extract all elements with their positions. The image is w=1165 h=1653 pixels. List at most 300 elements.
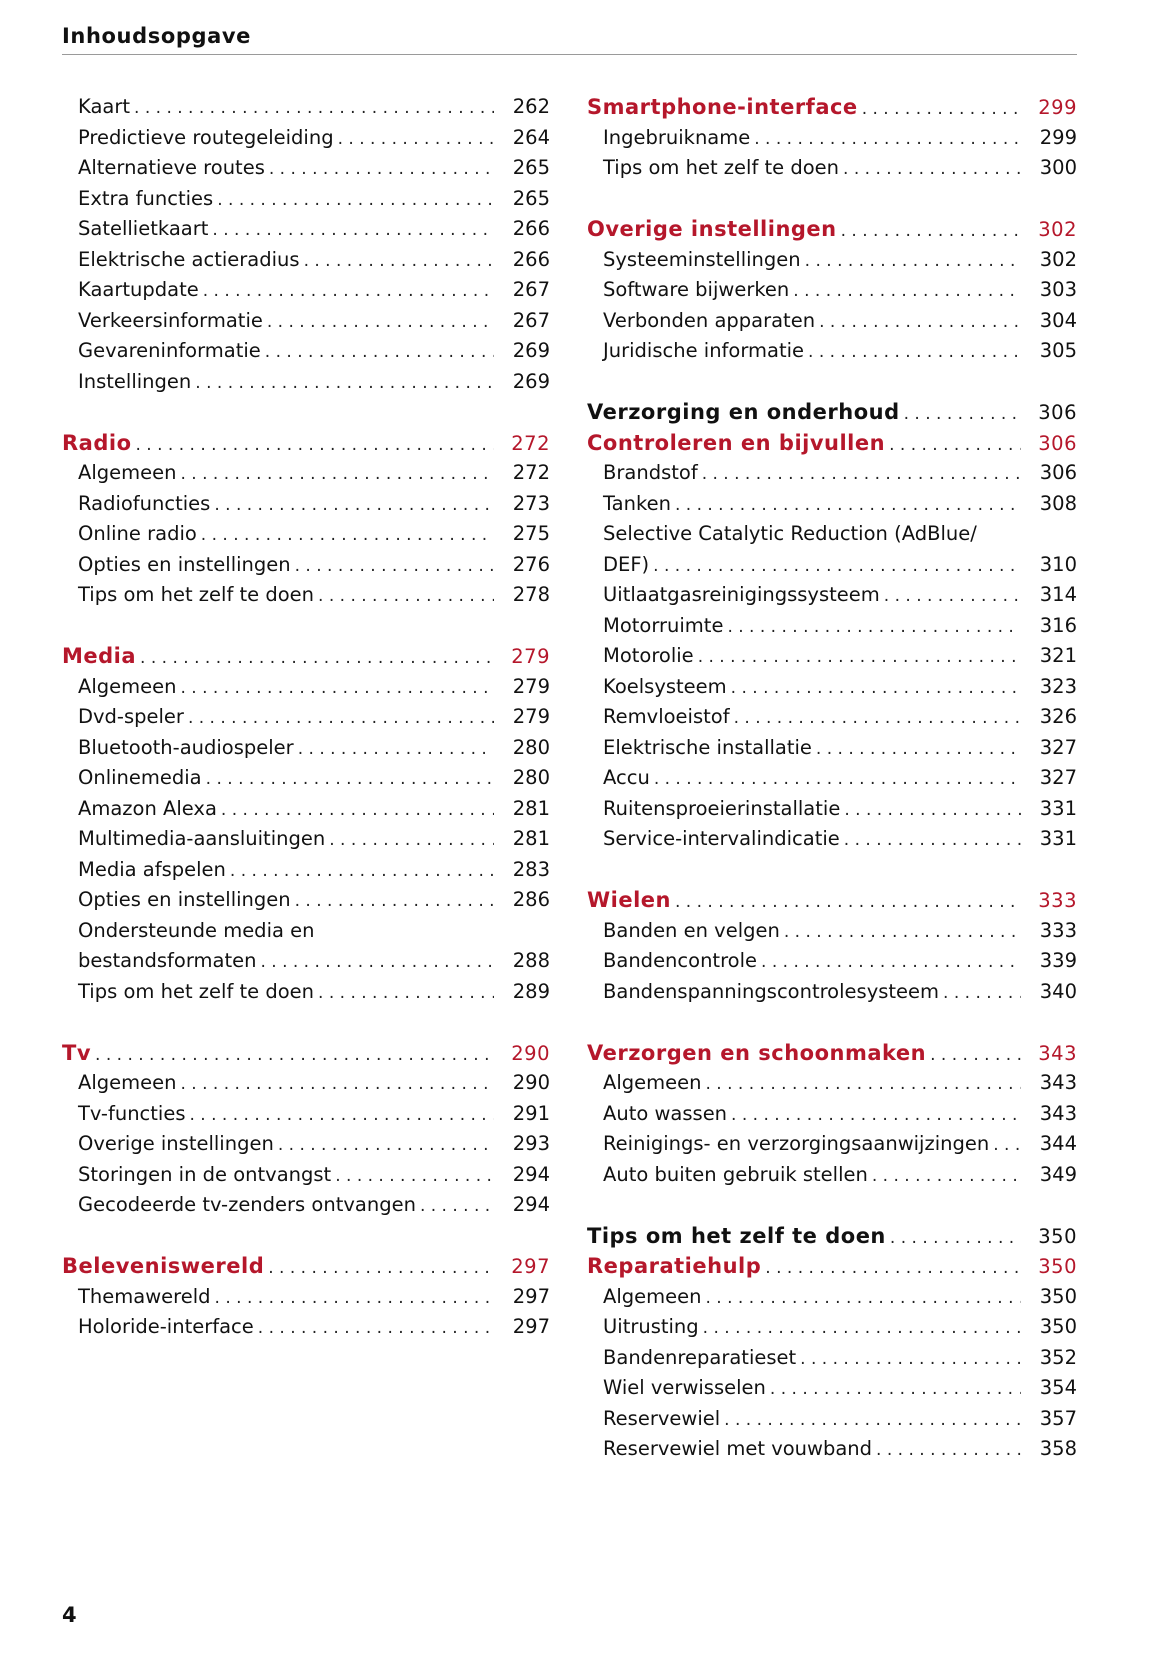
- toc-page-number: 269: [512, 369, 550, 393]
- toc-section[interactable]: [587, 92, 1077, 123]
- toc-page-number: 306: [1038, 401, 1077, 424]
- toc-entry[interactable]: [587, 1282, 1077, 1313]
- toc-entry-label: Tips om het zelf te doen: [78, 979, 315, 1003]
- toc-entry-label: Ruitensproeierinstallatie: [603, 796, 841, 820]
- toc-leader-dots: [268, 1253, 494, 1284]
- toc-entry[interactable]: [587, 1129, 1077, 1160]
- toc-entry[interactable]: [62, 214, 550, 245]
- toc-page-number: 272: [511, 431, 550, 455]
- toc-leader-dots: [765, 1253, 1021, 1284]
- toc-entry-label: Media afspelen: [78, 857, 226, 881]
- toc-page-number: 297: [511, 1255, 550, 1278]
- toc-leader-dots: [278, 1130, 494, 1161]
- toc-entry[interactable]: [62, 245, 550, 276]
- toc-leader-dots: [731, 673, 1021, 704]
- toc-entry-label: Selective Catalytic Reduction (AdBlue/: [603, 522, 977, 545]
- toc-entry-label: Overige instellingen: [587, 217, 837, 241]
- toc-entry-label: Controleren en bijvullen: [587, 430, 886, 455]
- toc-spacer: [62, 1007, 550, 1038]
- toc-page-number: 357: [1039, 1406, 1077, 1430]
- toc-spacer: [587, 855, 1077, 886]
- toc-page-number: 262: [512, 95, 550, 118]
- toc-section[interactable]: [62, 428, 550, 459]
- toc-spacer: [62, 397, 550, 428]
- toc-leader-dots: [190, 1100, 495, 1131]
- toc-leader-dots: [420, 1191, 494, 1222]
- toc-section[interactable]: [587, 428, 1077, 459]
- toc-page-number: 299: [1039, 125, 1077, 149]
- toc-chapter[interactable]: [587, 1221, 1077, 1252]
- toc-entry-label: Ondersteunde media en: [78, 918, 315, 942]
- toc-page-number: 302: [1038, 218, 1077, 241]
- toc-section[interactable]: [587, 214, 1077, 245]
- toc-page-number: 321: [1039, 644, 1077, 667]
- toc-entry-label: Algemeen: [78, 1071, 177, 1094]
- toc-entry[interactable]: [587, 977, 1077, 1008]
- toc-entry[interactable]: [587, 1160, 1077, 1191]
- toc-entry-label: Bandenspanningscontrolesysteem: [603, 979, 940, 1003]
- toc-entry-label: Verkeersinformatie: [78, 308, 263, 332]
- toc-entry-label: Extra functies: [78, 186, 214, 210]
- toc-entry-label: Satellietkaart: [78, 217, 209, 240]
- toc-leader-dots: [134, 93, 494, 124]
- toc-entry[interactable]: [587, 916, 1077, 947]
- toc-entry-label: Dvd-speler: [78, 705, 184, 728]
- toc-entry-label: Overige instellingen: [78, 1132, 274, 1155]
- toc-entry[interactable]: [587, 153, 1077, 184]
- toc-page-number: 280: [512, 766, 550, 789]
- toc-section[interactable]: [587, 1038, 1077, 1069]
- toc-entry-label: Wielen: [587, 888, 671, 912]
- toc-entry-label: Service-intervalindicatie: [603, 827, 840, 850]
- toc-page-number: 290: [512, 1071, 550, 1094]
- toc-entry-label: Predictieve routegeleiding: [78, 125, 334, 149]
- toc-page-number: 281: [512, 796, 550, 820]
- toc-leader-dots: [770, 1374, 1021, 1405]
- toc-entry-label: Accu: [603, 766, 650, 789]
- toc-page-number: 302: [1039, 247, 1077, 271]
- toc-leader-dots: [705, 1069, 1021, 1100]
- toc-page-number: 279: [511, 645, 550, 668]
- toc-entry-label: Themawereld: [78, 1284, 211, 1308]
- toc-leader-dots: [203, 276, 494, 307]
- toc-entry[interactable]: [587, 733, 1077, 764]
- toc-leader-dots: [217, 185, 494, 216]
- toc-section[interactable]: [587, 1251, 1077, 1282]
- toc-entry[interactable]: [587, 763, 1077, 794]
- toc-page-number: 303: [1039, 278, 1077, 301]
- toc-entry[interactable]: [587, 123, 1077, 154]
- toc-entry-label: Amazon Alexa: [78, 796, 217, 820]
- toc-entry[interactable]: [587, 458, 1077, 489]
- toc-leader-dots: [267, 307, 494, 338]
- toc-section[interactable]: [62, 641, 550, 672]
- toc-left-column: [62, 92, 550, 1343]
- toc-entry[interactable]: [62, 1068, 550, 1099]
- toc-spacer: [587, 184, 1077, 215]
- toc-entry[interactable]: [62, 275, 550, 306]
- toc-entry[interactable]: [62, 1099, 550, 1130]
- toc-entry-label: Tips om het zelf te doen: [603, 156, 840, 179]
- toc-page-number: 352: [1039, 1345, 1077, 1369]
- toc-page-number: 333: [1038, 889, 1077, 912]
- toc-spacer: [62, 611, 550, 642]
- toc-leader-dots: [188, 703, 494, 734]
- toc-leader-dots: [338, 124, 494, 155]
- toc-leader-dots: [195, 368, 494, 399]
- toc-entry-label: Auto buiten gebruik stellen: [603, 1162, 868, 1186]
- toc-page-number: 290: [511, 1041, 550, 1065]
- toc-entry[interactable]: [62, 885, 550, 916]
- toc-leader-dots: [230, 856, 494, 887]
- toc-page-number: 289: [512, 979, 550, 1003]
- toc-entry[interactable]: [62, 794, 550, 825]
- toc-page-number: 291: [512, 1101, 550, 1125]
- toc-page-number: 350: [1038, 1255, 1077, 1278]
- toc-page-number: 350: [1038, 1224, 1077, 1248]
- toc-entry[interactable]: [587, 1373, 1077, 1404]
- toc-page-number: 343: [1039, 1071, 1077, 1094]
- toc-page-number: 280: [512, 735, 550, 759]
- toc-leader-dots: [258, 1313, 494, 1344]
- toc-entry[interactable]: [62, 123, 550, 154]
- toc-page-number: 273: [512, 491, 550, 515]
- toc-entry-label: Reparatiehulp: [587, 1254, 762, 1278]
- toc-page-number: 340: [1039, 979, 1077, 1003]
- toc-entry-label: Bandenreparatieset: [603, 1345, 797, 1369]
- toc-leader-dots: [841, 216, 1021, 247]
- toc-entry-label: Multimedia-aansluitingen: [78, 827, 326, 850]
- toc-leader-dots: [724, 1405, 1021, 1436]
- toc-page-number: 276: [512, 552, 550, 576]
- toc-entry-label: Holoride-interface: [78, 1315, 254, 1338]
- toc-page-number: 279: [512, 674, 550, 698]
- toc-entry[interactable]: [587, 245, 1077, 276]
- toc-page-number: 267: [512, 278, 550, 301]
- toc-entry-label: Reinigings- en verzorgingsaanwijzingen: [603, 1132, 990, 1155]
- toc-leader-dots: [793, 276, 1021, 307]
- toc-leader-dots: [295, 886, 494, 917]
- toc-entry-label: Koelsysteem: [603, 674, 727, 698]
- toc-page-number: 294: [512, 1162, 550, 1186]
- toc-leader-dots: [180, 1069, 494, 1100]
- toc-entry-label: Auto wassen: [603, 1101, 728, 1125]
- toc-page-number: 275: [512, 522, 550, 545]
- toc-leader-dots: [843, 154, 1021, 185]
- toc-entry-label: Alternatieve routes: [78, 156, 265, 179]
- toc-entry[interactable]: [62, 916, 550, 947]
- toc-entry[interactable]: [62, 1190, 550, 1221]
- toc-entry[interactable]: [62, 92, 550, 123]
- toc-entry-label: Motorruimte: [603, 613, 724, 637]
- toc-leader-dots: [993, 1130, 1021, 1161]
- toc-page-number: 306: [1038, 431, 1077, 455]
- toc-leader-dots: [295, 551, 494, 582]
- toc-entry[interactable]: [587, 611, 1077, 642]
- toc-entry-label: Tips om het zelf te doen: [78, 583, 315, 606]
- page-header: [62, 24, 1077, 55]
- toc-spacer: [587, 367, 1077, 398]
- toc-entry[interactable]: [587, 794, 1077, 825]
- toc-page-number: 293: [512, 1132, 550, 1155]
- toc-entry-label: Onlinemedia: [78, 766, 202, 789]
- toc-entry-label: Motorolie: [603, 644, 694, 667]
- toc-page-number: 310: [1039, 552, 1077, 576]
- toc-page-number: 350: [1039, 1284, 1077, 1308]
- toc-entry-label: Opties en instellingen: [78, 888, 291, 911]
- toc-leader-dots: [180, 459, 494, 490]
- toc-entry[interactable]: [587, 824, 1077, 855]
- toc-page-number: 354: [1039, 1376, 1077, 1399]
- toc-entry-label: Media: [62, 644, 137, 668]
- toc-page-number: 297: [512, 1284, 550, 1308]
- toc-entry-label: Reservewiel met vouwband: [603, 1437, 873, 1460]
- toc-entry-label: Kaartupdate: [78, 278, 199, 301]
- toc-entry-label: Reservewiel: [603, 1406, 721, 1430]
- toc-page-number: 305: [1039, 339, 1077, 362]
- toc-entry[interactable]: [587, 672, 1077, 703]
- toc-page-number: 281: [512, 827, 550, 850]
- toc-leader-dots: [890, 1223, 1021, 1254]
- toc-page-number: 300: [1039, 156, 1077, 179]
- toc-entry-label: Radio: [62, 430, 132, 455]
- toc-entry[interactable]: [587, 550, 1077, 581]
- toc-leader-dots: [335, 1161, 494, 1192]
- toc-page-number: 279: [512, 705, 550, 728]
- toc-entry[interactable]: [62, 1282, 550, 1313]
- toc-leader-dots: [215, 1283, 494, 1314]
- toc-entry[interactable]: [62, 1160, 550, 1191]
- toc-leader-dots: [653, 551, 1021, 582]
- page-title: Inhoudsopgave: [62, 24, 252, 48]
- toc-entry[interactable]: [62, 336, 550, 367]
- toc-entry[interactable]: [587, 519, 1077, 550]
- toc-leader-dots: [329, 825, 494, 856]
- toc-page-number: 304: [1039, 308, 1077, 332]
- toc-page-number: 331: [1039, 827, 1077, 850]
- toc-leader-dots: [819, 307, 1021, 338]
- toc-entry[interactable]: [587, 1434, 1077, 1465]
- toc-entry-label: Uitrusting: [603, 1315, 699, 1338]
- toc-entry-label: Verbonden apparaten: [603, 308, 816, 332]
- toc-leader-dots: [136, 430, 495, 461]
- toc-page-number: 306: [1039, 461, 1077, 484]
- toc-page-number: 266: [512, 217, 550, 240]
- toc-entry[interactable]: [587, 1404, 1077, 1435]
- toc-entry[interactable]: [62, 763, 550, 794]
- toc-entry-label: Bandencontrole: [603, 949, 758, 972]
- toc-entry[interactable]: [62, 306, 550, 337]
- toc-entry[interactable]: [62, 672, 550, 703]
- toc-page-number: 327: [1039, 766, 1077, 789]
- toc-entry-label: Algemeen: [78, 461, 177, 484]
- toc-page-number: 297: [512, 1315, 550, 1338]
- toc-entry-label: Radiofuncties: [78, 491, 211, 515]
- toc-leader-dots: [734, 703, 1021, 734]
- toc-page-number: 264: [512, 125, 550, 149]
- toc-entry-label: bestandsformaten: [78, 949, 257, 972]
- toc-leader-dots: [844, 825, 1021, 856]
- toc-entry[interactable]: [62, 458, 550, 489]
- toc-page-number: 350: [1039, 1315, 1077, 1338]
- toc-leader-dots: [140, 643, 494, 674]
- toc-entry[interactable]: [587, 580, 1077, 611]
- toc-entry[interactable]: [62, 550, 550, 581]
- toc-leader-dots: [808, 337, 1021, 368]
- toc-chapter[interactable]: [587, 397, 1077, 428]
- toc-leader-dots: [872, 1161, 1021, 1192]
- toc-entry[interactable]: [587, 1343, 1077, 1374]
- toc-entry-label: Software bijwerken: [603, 278, 790, 301]
- toc-entry-label: Systeeminstellingen: [603, 247, 801, 271]
- toc-page-number: 278: [512, 583, 550, 606]
- toc-entry[interactable]: [587, 275, 1077, 306]
- toc-leader-dots: [318, 581, 494, 612]
- toc-page-number: 349: [1039, 1162, 1077, 1186]
- toc-entry[interactable]: [62, 519, 550, 550]
- toc-leader-dots: [201, 520, 494, 551]
- toc-entry-label: Algemeen: [603, 1071, 702, 1094]
- toc-spacer: [587, 1190, 1077, 1221]
- toc-entry[interactable]: [62, 489, 550, 520]
- toc-page-number: 266: [512, 247, 550, 271]
- toc-page-number: 267: [512, 308, 550, 332]
- toc-entry-label: Verzorgen en schoonmaken: [587, 1040, 927, 1065]
- toc-entry-label: Elektrische installatie: [603, 735, 812, 759]
- toc-leader-dots: [212, 215, 494, 246]
- toc-page-number: 358: [1039, 1437, 1077, 1460]
- toc-leader-dots: [805, 246, 1021, 277]
- toc-entry[interactable]: [587, 702, 1077, 733]
- toc-leader-dots: [214, 490, 494, 521]
- toc-spacer: [62, 1221, 550, 1252]
- toc-leader-dots: [698, 642, 1021, 673]
- toc-entry[interactable]: [587, 306, 1077, 337]
- toc-leader-dots: [675, 490, 1021, 521]
- toc-entry-label: Bluetooth-audiospeler: [78, 735, 294, 759]
- toc-page-number: 286: [512, 888, 550, 911]
- toc-page-number: 269: [512, 339, 550, 362]
- toc-entry[interactable]: [62, 1312, 550, 1343]
- toc-section[interactable]: [62, 1038, 550, 1069]
- toc-leader-dots: [884, 581, 1021, 612]
- toc-entry-label: Wiel verwisselen: [603, 1376, 766, 1399]
- toc-entry-label: Algemeen: [78, 674, 177, 698]
- toc-leader-dots: [703, 1313, 1021, 1344]
- toc-page-number: 343: [1038, 1041, 1077, 1065]
- toc-entry[interactable]: [62, 824, 550, 855]
- toc-entry-label: Smartphone-interface: [587, 95, 858, 119]
- toc-entry-label: Tv: [62, 1040, 92, 1065]
- toc-leader-dots: [754, 124, 1021, 155]
- toc-page-number: 308: [1039, 491, 1077, 515]
- toc-leader-dots: [727, 612, 1021, 643]
- toc-entry-label: Algemeen: [603, 1284, 702, 1308]
- toc-entry-label: Gecodeerde tv-zenders ontvangen: [78, 1193, 416, 1216]
- toc-page-number: 288: [512, 949, 550, 972]
- toc-entry-label: Online radio: [78, 522, 197, 545]
- toc-entry-label: Ingebruikname: [603, 125, 751, 149]
- toc-leader-dots: [260, 947, 494, 978]
- toc-entry-label: Kaart: [78, 95, 131, 118]
- toc-page-number: 331: [1039, 796, 1077, 820]
- toc-page-number: 294: [512, 1193, 550, 1216]
- toc-page-number: 314: [1039, 583, 1077, 606]
- toc-entry[interactable]: [62, 946, 550, 977]
- toc-section[interactable]: [62, 1251, 550, 1282]
- toc-entry-label: Remvloeistof: [603, 705, 730, 728]
- toc-entry-label: Instellingen: [78, 369, 192, 393]
- toc-entry[interactable]: [587, 1068, 1077, 1099]
- toc-section[interactable]: [587, 885, 1077, 916]
- toc-page-number: 323: [1039, 674, 1077, 698]
- toc-leader-dots: [943, 978, 1021, 1009]
- toc-entry-label: Storingen in de ontvangst: [78, 1162, 332, 1186]
- toc-page-number: 299: [1038, 96, 1077, 119]
- toc-leader-dots: [930, 1040, 1021, 1071]
- toc-leader-dots: [318, 978, 494, 1009]
- toc-entry[interactable]: [62, 184, 550, 215]
- toc-entry[interactable]: [62, 702, 550, 733]
- toc-leader-dots: [904, 399, 1021, 430]
- toc-leader-dots: [269, 154, 494, 185]
- toc-page-number: 333: [1039, 918, 1077, 942]
- toc-entry[interactable]: [62, 153, 550, 184]
- toc-leader-dots: [95, 1040, 494, 1071]
- toc-leader-dots: [654, 764, 1021, 795]
- toc-leader-dots: [889, 430, 1021, 461]
- toc-entry[interactable]: [62, 977, 550, 1008]
- toc-entry-label: Tips om het zelf te doen: [587, 1223, 886, 1248]
- toc-entry[interactable]: [587, 1312, 1077, 1343]
- toc-entry[interactable]: [62, 367, 550, 398]
- toc-leader-dots: [731, 1100, 1021, 1131]
- toc-right-column: [587, 92, 1077, 1465]
- toc-spacer: [587, 1007, 1077, 1038]
- toc-leader-dots: [265, 337, 494, 368]
- toc-entry[interactable]: [62, 733, 550, 764]
- toc-page-number: 344: [1039, 1132, 1077, 1155]
- toc-entry[interactable]: [587, 946, 1077, 977]
- toc-entry[interactable]: [587, 489, 1077, 520]
- toc-leader-dots: [816, 734, 1021, 765]
- toc-page-number: 272: [512, 461, 550, 484]
- toc-leader-dots: [304, 246, 494, 277]
- toc-entry-label: Beleveniswereld: [62, 1254, 265, 1278]
- toc-leader-dots: [844, 795, 1021, 826]
- toc-entry[interactable]: [587, 641, 1077, 672]
- toc-entry-label: Tv-functies: [78, 1101, 186, 1125]
- toc-page-number: 265: [512, 156, 550, 179]
- toc-leader-dots: [702, 459, 1021, 490]
- toc-leader-dots: [862, 94, 1021, 125]
- toc-page-number: 326: [1039, 705, 1077, 728]
- toc-leader-dots: [761, 947, 1021, 978]
- toc-page-number: 283: [512, 857, 550, 881]
- toc-entry-label: Gevareninformatie: [78, 339, 261, 362]
- toc-entry-label: Banden en velgen: [603, 918, 780, 942]
- toc-leader-dots: [221, 795, 494, 826]
- toc-leader-dots: [180, 673, 494, 704]
- toc-entry-label: DEF): [603, 552, 650, 576]
- toc-entry[interactable]: [62, 580, 550, 611]
- toc-entry[interactable]: [587, 336, 1077, 367]
- toc-page-number: 265: [512, 186, 550, 210]
- toc-entry[interactable]: [587, 1099, 1077, 1130]
- toc-entry[interactable]: [62, 1129, 550, 1160]
- toc-entry-label: Juridische informatie: [603, 339, 805, 362]
- toc-entry[interactable]: [62, 855, 550, 886]
